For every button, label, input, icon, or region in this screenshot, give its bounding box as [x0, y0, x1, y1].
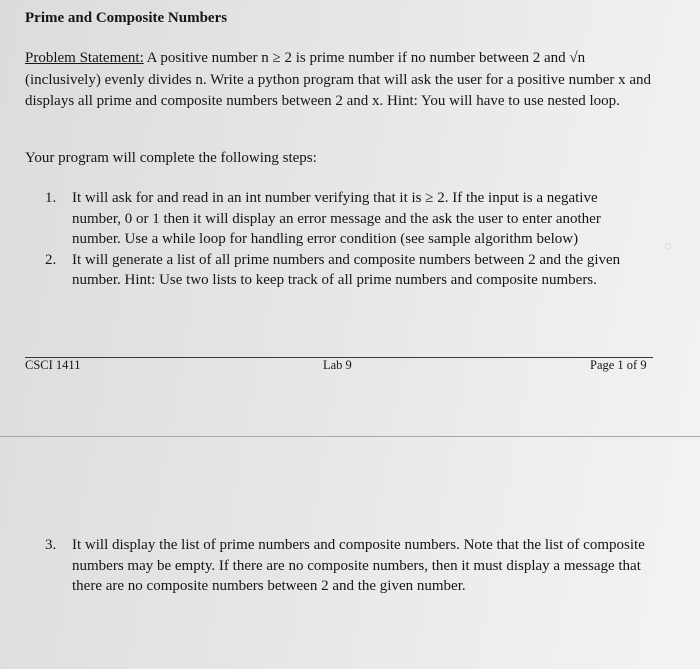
- page-break-divider: [0, 436, 700, 437]
- smudge-icon: ◌: [664, 238, 672, 253]
- footer-page-number: Page 1 of 9: [590, 358, 647, 372]
- footer-lab: Lab 9: [323, 358, 352, 372]
- problem-statement-label: Problem Statement:: [25, 50, 144, 66]
- steps-list-page2: [45, 535, 645, 597]
- list-item-number: 3.: [45, 537, 57, 553]
- list-item: [45, 250, 645, 291]
- problem-statement: [25, 48, 660, 113]
- list-item-text: It will generate a list of all prime numbers and composite numbers between 2 and the given number. Hint: Use two lists to keep track of all prime numbers and composite numbers.: [72, 251, 621, 288]
- footer-course: CSCI 1411: [25, 358, 81, 372]
- list-item: [45, 188, 645, 250]
- steps-list-page1: [45, 188, 645, 291]
- list-item: [45, 535, 645, 597]
- list-item-number: 2.: [45, 251, 57, 268]
- document-title: Prime and Composite Numbers: [25, 10, 228, 26]
- problem-statement-text: A positive number n ≥ 2 is prime number if no number between 2 and √n (inclusively) evenly divides n. Write a python program that will ask the user for a positive number x and displays all prime and composite numbers between 2 and x. Hint: You will have to use nested loop.: [25, 50, 652, 109]
- list-item-text: It will ask for and read in an int number verifying that it is ≥ 2. If the input is a negative number, 0 or 1 then it will display an error message and the ask the user to enter another number. Use a while loop for handling error condition (see sample algorithm below): [72, 190, 601, 247]
- list-item-number: 1.: [45, 190, 57, 206]
- steps-intro: Your program will complete the following steps:: [25, 150, 317, 166]
- list-item-text: It will display the list of prime numbers and composite numbers. Note that the list of composite numbers may be empty. If there are no composite numbers, then it must display a message that there are no composite numbers between 2 and the given number.: [72, 537, 645, 594]
